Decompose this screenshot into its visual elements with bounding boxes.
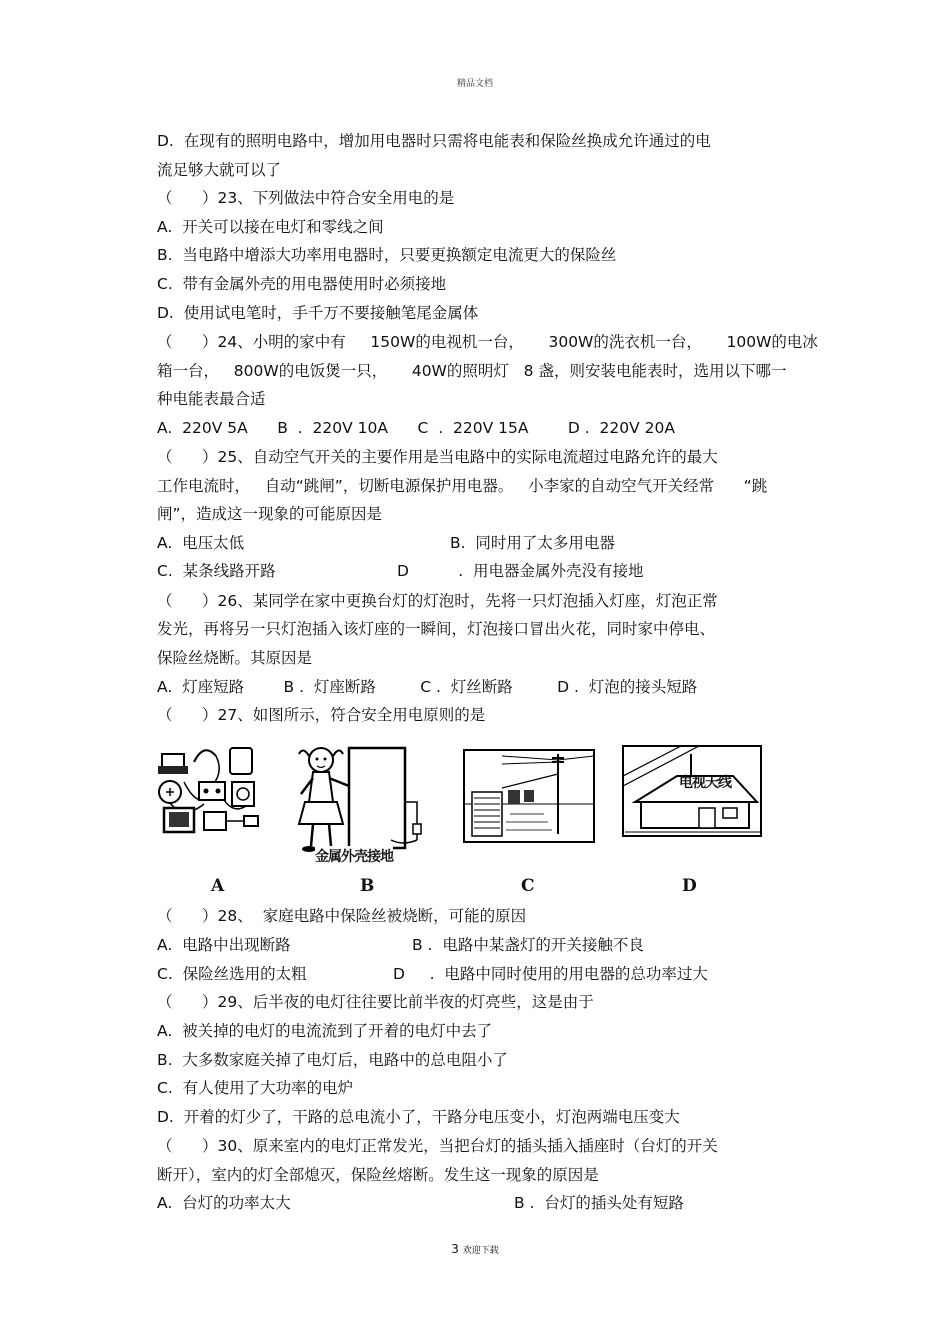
text-line: 闸”，造成这一现象的可能原因是: [157, 505, 383, 523]
options-line: A. 220V 5A B . 220V 10A C . 220V 15A D . 220V 20A: [157, 419, 675, 437]
text-line: 断开），室内的灯全部熄灭，保险丝熔断。发生这一现象的原因是: [157, 1166, 599, 1184]
option-b: B . 台灯的插头处有短路: [514, 1194, 684, 1212]
figure-label-b: B: [360, 876, 375, 896]
option-d: D . 用电器金属外壳没有接地: [397, 562, 644, 580]
figure-label-c: C: [521, 876, 535, 896]
option-a: A. 被关掉的电灯的电流流到了开着的电灯中去了: [157, 1022, 493, 1040]
question-24: （ ）24、小明的家中有 150W的电视机一台， 300W的洗衣机一台， 100W的电冰: [157, 333, 818, 351]
option-d: D . 电路中同时使用的用电器的总功率过大: [393, 965, 708, 983]
question-23: （ ）23、下列做法中符合安全用电的是: [157, 189, 455, 207]
option-a: A. 电压太低: [157, 534, 245, 552]
footer-text: 欢迎下载: [462, 1246, 499, 1256]
figure-d-caption: 电视天线: [679, 775, 731, 791]
text-line: 流足够大就可以了: [157, 161, 282, 179]
question-25: （ ）25、自动空气开关的主要作用是当电路中的实际电流超过电路允许的最大: [157, 448, 718, 466]
figure-b-grounded-casing: [293, 742, 427, 868]
option-c: C. 有人使用了大功率的电炉: [157, 1079, 354, 1097]
option-c: C. 带有金属外壳的用电器使用时必须接地: [157, 275, 447, 293]
question-27: （ ）27、如图所示，符合安全用电原则的是: [157, 706, 486, 724]
question-29: （ ）29、后半夜的电灯往往要比前半夜的灯亮些，这是由于: [157, 993, 594, 1011]
option-d: D. 开着的灯少了，干路的总电流小了，干路分电压变小，灯泡两端电压变大: [157, 1108, 680, 1126]
option-c: C. 保险丝选用的太粗: [157, 965, 307, 983]
text-line: 种电能表最合适: [157, 390, 266, 408]
text-line: D. 在现有的照明电路中，增加用电器时只需将电能表和保险丝换成允许通过的电: [157, 132, 711, 150]
question-30: （ ）30、原来室内的电灯正常发光，当把台灯的插头插入插座时（台灯的开关: [157, 1137, 718, 1155]
option-b: B. 同时用了太多用电器: [450, 534, 615, 552]
option-b: B. 当电路中增添大功率用电器时，只要更换额定电流更大的保险丝: [157, 246, 617, 264]
page-number: 3: [451, 1242, 459, 1256]
figure-a-overloaded-socket: [154, 742, 272, 838]
question-26: （ ）26、某同学在家中更换台灯的灯泡时，先将一只灯泡插入灯座，灯泡正常: [157, 592, 718, 610]
figure-b-caption: 金属外壳接地: [315, 846, 393, 866]
figure-d-tv-antenna: [621, 742, 765, 840]
text-line: 工作电流时， 自动“跳闸”，切断电源保护用电器。 小李家的自动空气开关经常 “跳: [157, 477, 768, 495]
figure-label-a: A: [211, 876, 225, 896]
options-line: A. 灯座短路 B . 灯座断路 C . 灯丝断路 D . 灯泡的接头短路: [157, 678, 698, 696]
text-line: 发光，再将另一只灯泡插入该灯座的一瞬间，灯泡接口冒出火花，同时家中停电、: [157, 620, 716, 638]
figure-c-clothes-on-wire: [462, 742, 598, 844]
page-header: 精品文档: [456, 79, 493, 89]
question-28: （ ）28、 家庭电路中保险丝被烧断，可能的原因: [157, 907, 527, 925]
text-line: 箱一台， 800W的电饭煲一只， 40W的照明灯 8 盏，则安装电能表时，选用以下哪一: [157, 362, 787, 380]
text-line: 保险丝烧断。其原因是: [157, 649, 313, 667]
option-b: B. 大多数家庭关掉了电灯后，电路中的总电阻小了: [157, 1051, 508, 1069]
page-footer: [0, 1242, 950, 1256]
option-c: C. 某条线路开路: [157, 562, 276, 580]
option-a: A. 开关可以接在电灯和零线之间: [157, 218, 384, 236]
option-a: A. 台灯的功率太大: [157, 1194, 291, 1212]
figure-label-d: D: [682, 876, 697, 896]
option-d: D. 使用试电笔时，手千万不要接触笔尾金属体: [157, 304, 479, 322]
option-a: A. 电路中出现断路: [157, 936, 291, 954]
option-b: B . 电路中某盏灯的开关接触不良: [412, 936, 644, 954]
